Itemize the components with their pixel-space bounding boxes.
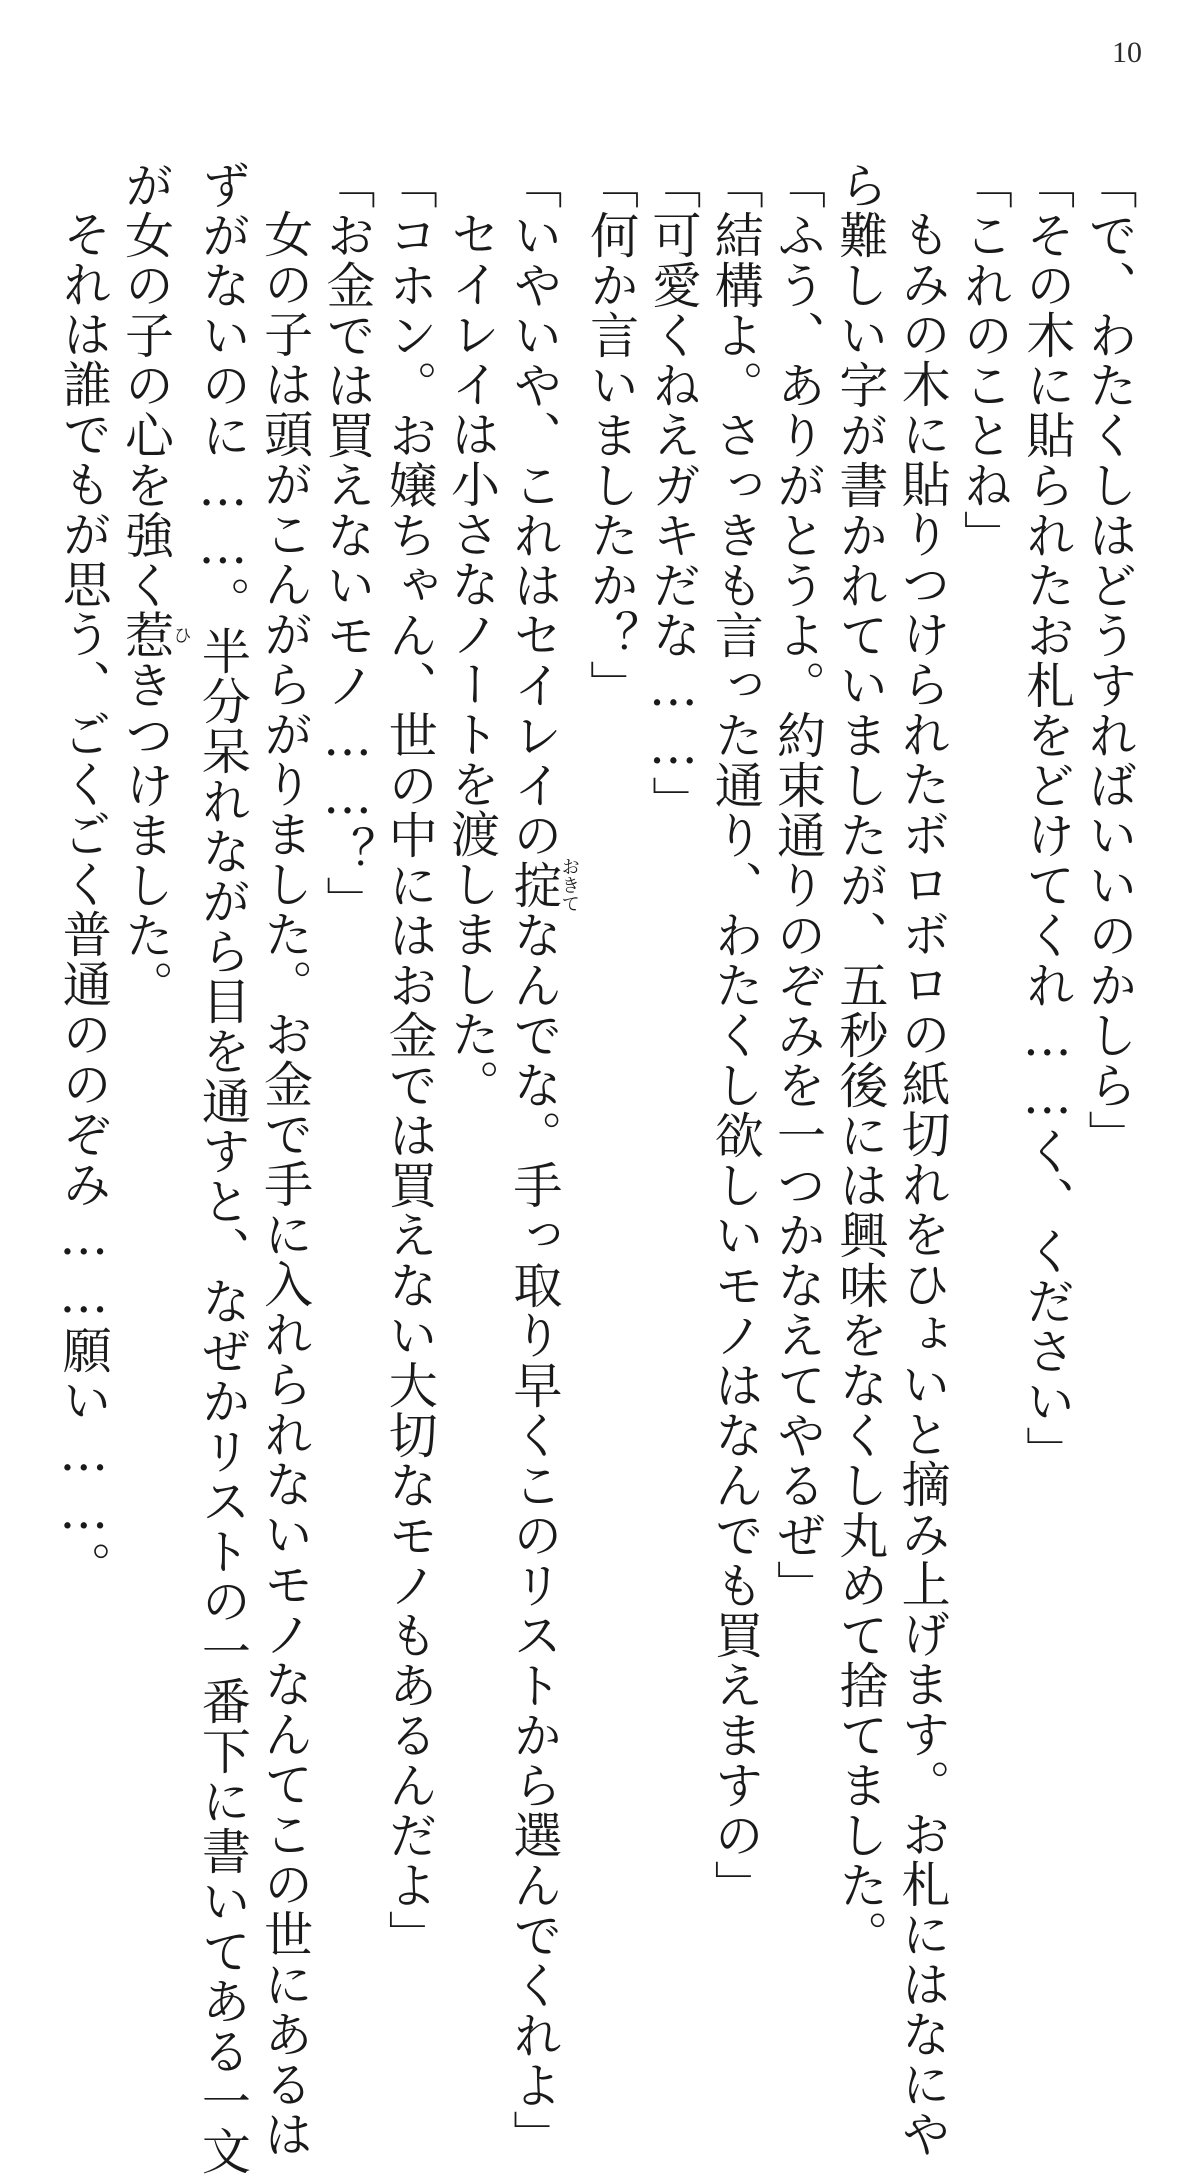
text-line: 「コホン。お嬢ちゃん、世の中にはお金では買えない大切なモノもあるんだよ」: [381, 160, 439, 1960]
text-line: ら難しい字が書かれていましたが、五秒後には興味をなくし丸めて捨てました。: [831, 160, 889, 1960]
text-line: 「何か言いましたか？」: [582, 160, 640, 710]
text-line-with-ruby: [503, 160, 580, 2160]
text-line: 「で、わたくしはどうすればいいのかしら」: [1081, 160, 1138, 1160]
text-line: それは誰でもが思う、ごくごく普通ののぞみ……願い……。: [55, 209, 113, 1591]
ruby-annotation: [505, 857, 580, 913]
ruby-base: 惹: [117, 610, 175, 660]
text-segment: きつけました。: [117, 660, 175, 1010]
text-line-with-ruby: [114, 160, 191, 1880]
text-line: 「お金では買えないモノ……？」: [318, 160, 376, 926]
ruby-base: 掟: [505, 857, 563, 913]
page-number: 10: [1112, 36, 1142, 69]
vertical-text-body: [55, 160, 1140, 2176]
text-line: 女の子は頭がこんがらがりました。お金で手に入れられないモノなんてこの世にあるは: [256, 209, 314, 2159]
ruby-reading: ひ: [170, 610, 192, 660]
text-segment: なんでな。手っ取り早くこのリストから選んでくれよ」: [505, 910, 563, 2160]
text-line: 「その木に貼られたお札をどけてくれ……く、ください」: [1018, 160, 1076, 1476]
ruby-annotation: [117, 610, 192, 660]
text-line: 「結構よ。さっきも言った通り、わたくし欲しいモノはなんでも買えますの」: [707, 160, 765, 1910]
text-line: 「これのことね」: [956, 160, 1014, 560]
text-line: もみの木に貼りつけられたボロボロの紙切れをひょいと摘み上げます。お札にはなにや: [894, 209, 952, 2159]
text-line: セイレイは小さなノートを渡しました。: [443, 209, 501, 1109]
ruby-reading: おきて: [558, 857, 580, 913]
text-line: 「可愛くねえガキだな……」: [644, 160, 702, 826]
text-line: ずがないのに……。半分呆れながら目を通すと、なぜかリストの一番下に書いてある一文: [194, 160, 252, 2176]
text-line: 「ふう、ありがとうよ。約束通りのぞみを一つかなえてやるぜ」: [769, 160, 827, 1610]
text-segment: が女の子の心を強く: [117, 160, 175, 610]
text-segment: 「いやいや、これはセイレイの: [505, 160, 563, 860]
